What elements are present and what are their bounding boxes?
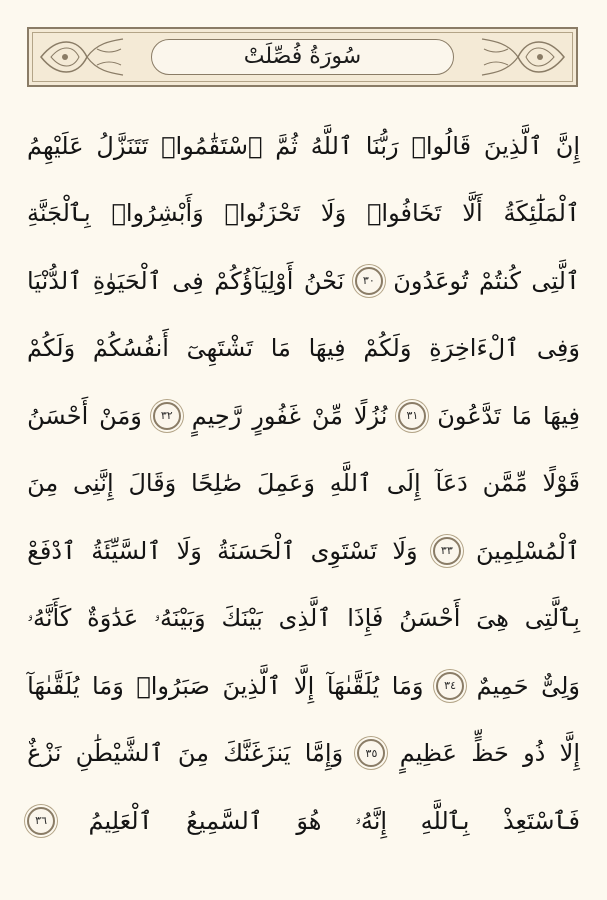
verse-word: نُزُلًا [353,401,388,430]
verse-word: مِنَ [27,469,59,498]
verse-word: مِّمَّن [482,469,528,498]
verse-word: إِلَّا [293,671,315,700]
verse-word: نَحْنُ [303,266,345,295]
verse-word: تَشْتَهِىٓ [186,334,254,363]
verse-word: غَفُورٍ [252,401,301,430]
arabesque-ornament-icon [37,35,127,79]
quran-text-block [27,112,580,855]
verse-word: ٱلَّذِينَ [222,671,282,700]
verse-word: ٱلَّذِينَ [483,131,543,160]
ayah-number-marker: ٣٢ [153,402,181,430]
verse-word: وَفِى [536,334,580,363]
verse-word: ٱلشَّيْطَٰنِ [75,739,164,768]
verse-line [27,652,580,720]
verse-word: هُوَ [296,806,322,835]
verse-word: ٱلسَّمِيعُ [186,806,263,835]
verse-word: عَدَٰوَةٌ [87,604,139,633]
verse-word: تَسْتَوِى [310,536,378,565]
verse-line [27,315,580,383]
ayah-number-marker: ٣٥ [357,739,385,767]
verse-word: تَدَّعُونَ [437,401,501,430]
verse-word: فَإِذَا [347,604,384,633]
verse-word: ثُمَّ [275,131,298,160]
verse-word: أَحْسَنُ [27,401,89,430]
verse-word: فِيهَا [542,401,580,430]
verse-word: ٱلْءَاخِرَةِ [429,334,520,363]
verse-word: كُنتُمْ [479,266,521,295]
ayah-number-marker: ٣٤ [436,672,464,700]
ayah-number-marker: ٣٦ [27,807,55,835]
verse-word: وَلَكُمْ [27,334,76,363]
verse-word: وَقَالَ [128,469,177,498]
verse-word: كَأَنَّهُۥ [27,604,72,633]
verse-word: إِنَّنِى [73,469,114,498]
verse-line [27,787,580,855]
verse-word: فِى [172,266,204,295]
ayah-number-marker: ٣٠ [355,267,383,295]
verse-word: ٱلدُّنْيَا [27,266,83,295]
verse-word: ٱلْحَيَوٰةِ [92,266,162,295]
verse-word: وَلَا [392,536,418,565]
verse-word: فِيهَا [308,334,346,363]
surah-header-banner [27,27,578,87]
ayah-number-marker: ٣٣ [433,537,461,565]
verse-word: أَحْسَنُ [399,604,461,633]
verse-word: أَنفُسُكُمْ [92,334,169,363]
verse-word: مِّنْ [311,401,343,430]
verse-word: وَلَا [320,199,347,228]
verse-word: تَحْزَنُوا۟ [224,199,301,228]
verse-word: قَالُوا۟ [411,131,472,160]
verse-line [27,585,580,653]
verse-word: عَلَيْهِمُ [27,131,84,160]
verse-word: إِنَّهُۥ [354,806,388,835]
verse-word: ٱللَّهِ [329,469,372,498]
verse-word: رَبُّنَا [365,131,399,160]
verse-word: بِٱلَّتِى [524,604,580,633]
verse-word: تَخَافُوا۟ [367,199,442,228]
verse-word: مِنَ [177,739,210,768]
verse-word: هِىَ [476,604,509,633]
verse-line [27,180,580,248]
verse-word: رَّحِيمٍ [191,401,242,430]
surah-title: سُورَةُ فُصِّلَتْ [243,44,362,69]
ayah-number-marker: ٣١ [398,402,426,430]
verse-word: حَظٍّ [471,739,509,768]
verse-word: وَأَبْشِرُوا۟ [111,199,204,228]
verse-word: ٱدْفَعْ [27,536,77,565]
verse-word: وَبَيْنَهُۥ [154,604,206,633]
verse-word: وَإِمَّا [304,739,344,768]
verse-word: ٱلْعَلِيمُ [88,806,153,835]
verse-word: نَزْغٌ [27,739,62,768]
verse-word: مَا [270,334,291,363]
verse-line [27,247,580,315]
verse-word: ٱللَّهُ [310,131,353,160]
verse-word: فَٱسْتَعِذْ [502,806,580,835]
verse-word: أَلَّا [462,199,483,228]
verse-word: ٱسْتَقَٰمُوا۟ [161,131,263,160]
verse-word: تَتَنَزَّلُ [96,131,149,160]
verse-word: بَيْنَكَ [221,604,263,633]
verse-word: ٱلْمُسْلِمِينَ [476,536,580,565]
arabesque-ornament-icon [478,35,568,79]
verse-word: وَلِىٌّ [541,671,580,700]
verse-word: صَبَرُوا۟ [136,671,210,700]
verse-word: ٱلسَّيِّئَةُ [91,536,162,565]
verse-word: إِلَى [386,469,421,498]
verse-word: ٱلَّذِى [278,604,332,633]
verse-word: ذُو [523,739,546,768]
verse-word: قَوْلًا [542,469,580,498]
verse-word: أَوْلِيَآؤُكُمْ [214,266,294,295]
verse-word: وَعَمِلَ [256,469,315,498]
verse-line [27,112,580,180]
verse-word: دَعَآ [435,469,468,498]
verse-word: إِلَّا [559,739,580,768]
verse-word: وَمَا [391,671,424,700]
surah-title-cartouche [151,39,454,75]
verse-word: يُلَقَّىٰهَآ [326,671,380,700]
verse-word: ٱلْحَسَنَةُ [217,536,296,565]
verse-word: وَلَكُمْ [363,334,412,363]
verse-word: ٱلْمَلَٰٓئِكَةُ [503,199,580,228]
verse-word: حَمِيمٌ [476,671,529,700]
verse-word: يُلَقَّىٰهَآ [27,671,80,700]
verse-word: مَا [511,401,532,430]
verse-word: ٱلَّتِى [531,266,580,295]
verse-word: عَظِيمٍ [399,739,457,768]
verse-line [27,382,580,450]
verse-word: يَنزَغَنَّكَ [223,739,291,768]
verse-word: بِٱللَّهِ [420,806,470,835]
verse-word: وَمَنْ [99,401,142,430]
verse-word: تُوعَدُونَ [393,266,469,295]
verse-line [27,517,580,585]
verse-word: إِنَّ [555,131,580,160]
verse-word: بِٱلْجَنَّةِ [27,199,91,228]
verse-word: وَلَا [176,536,202,565]
verse-line [27,450,580,518]
verse-word: وَمَا [92,671,124,700]
verse-word: صَٰلِحًا [191,469,243,498]
verse-line [27,720,580,788]
